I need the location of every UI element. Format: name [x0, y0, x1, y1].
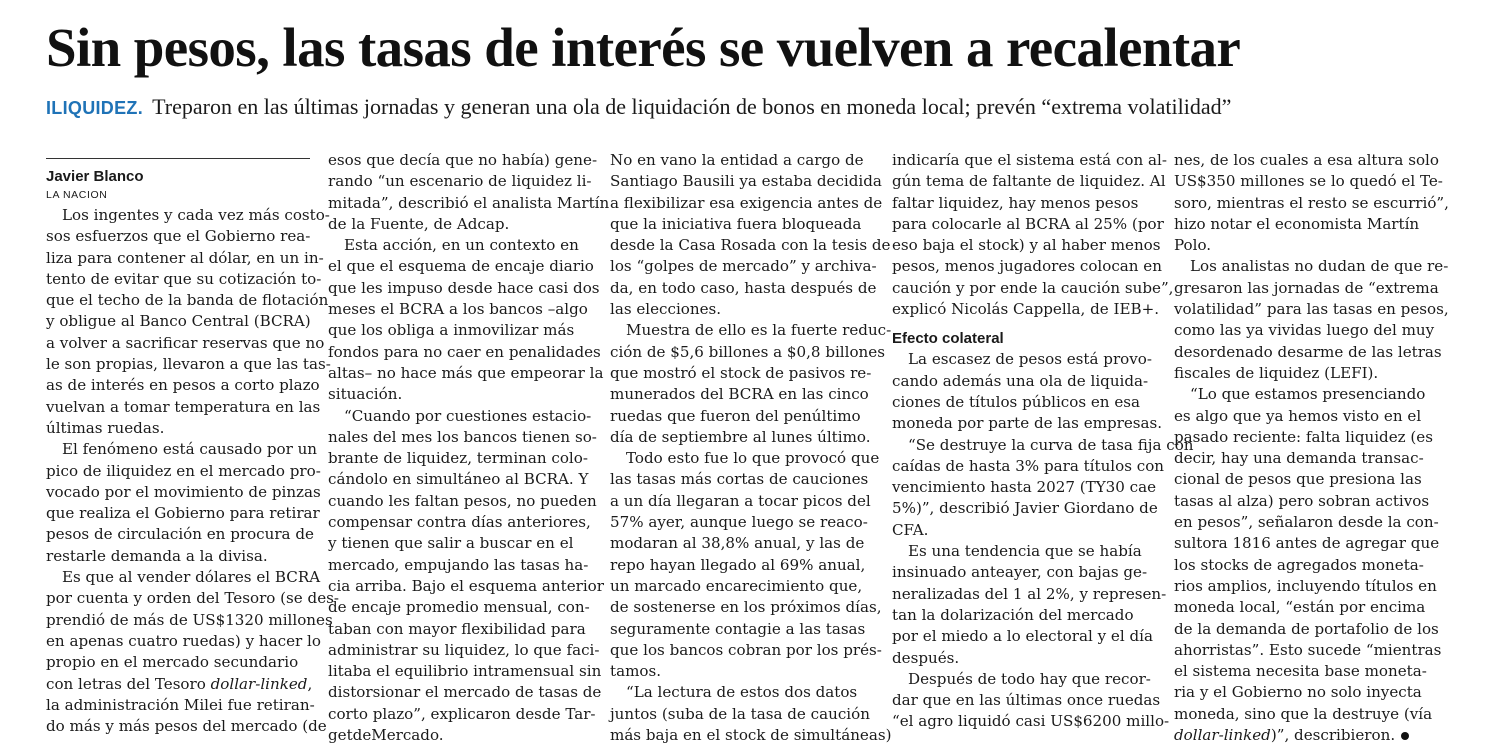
- text-line: indicaría que el sistema está con al-: [892, 151, 1167, 169]
- text-line: cuando les faltan pesos, no pueden: [328, 491, 597, 510]
- column-text: [46, 205, 339, 737]
- text-line: por cuenta y orden del Tesoro (se des-: [46, 589, 339, 608]
- text-line: as de interés en pesos a corto plazo: [46, 376, 320, 395]
- text-line: Es una tendencia que se había: [908, 542, 1142, 561]
- text-line: nales del mes los bancos tienen so-: [328, 427, 597, 446]
- text-line: gún tema de faltante de liquidez. Al: [892, 172, 1166, 191]
- text-line: tasas al alza) pero sobran activos: [1174, 491, 1430, 510]
- text-line: Santiago Bausili ya estaba decidida: [610, 172, 882, 191]
- text-line: Es que al vender dólares el BCRA: [62, 568, 321, 587]
- text-line: “La lectura de estos dos datos: [626, 683, 858, 702]
- text-line: pesos de circulación en procura de: [46, 525, 314, 544]
- subheading: Efecto colateral: [892, 330, 1004, 348]
- text-line: explicó Nicolás Cappella, de IEB+.: [892, 300, 1160, 319]
- text-line: de la Fuente, de Adcap.: [328, 214, 510, 233]
- text-line: ciones de títulos públicos en esa: [892, 392, 1141, 411]
- text-line: después.: [892, 648, 960, 667]
- text-line: volatilidad” para las tasas en pesos,: [1174, 300, 1449, 319]
- text-line: soro, mientras el resto se escurrió”,: [1174, 193, 1449, 212]
- text-line: que realiza el Gobierno para retirar: [46, 504, 320, 523]
- text-line: en pesos”, señalaron desde la con-: [1174, 513, 1439, 532]
- text-line: La escasez de pesos está provo-: [908, 350, 1152, 369]
- article-column-3: [610, 150, 892, 746]
- text-line: mitada”, describió el analista Martín: [328, 193, 610, 212]
- text-line: faltar liquidez, hay menos pesos: [892, 193, 1139, 212]
- text-line: tamos.: [610, 662, 662, 681]
- text-line: Muestra de ello es la fuerte reduc-: [626, 321, 892, 340]
- article-column-1: [46, 150, 339, 737]
- text-line: propio en el mercado secundario: [46, 653, 299, 672]
- column-text: [892, 150, 1174, 320]
- text-line: El fenómeno está causado por un: [62, 440, 318, 459]
- text-line: desordenado desarme de las letras: [1174, 342, 1442, 361]
- text-line: litaba el equilibrio intramensual sin: [328, 662, 602, 681]
- text-line: ahorristas”. Esto sucede “mientras: [1174, 640, 1442, 659]
- text-line: administrar su liquidez, lo que faci-: [328, 640, 600, 659]
- text-line: día de septiembre al lunes último.: [610, 427, 871, 446]
- text-line: dar que en las últimas once ruedas: [892, 691, 1161, 710]
- text-line: es algo que ya hemos visto en el: [1174, 406, 1422, 425]
- column-text: [1174, 150, 1449, 746]
- text-line: los stocks de agregados moneta-: [1174, 555, 1424, 574]
- text-line: corto plazo”, explicaron desde Tar-: [328, 704, 596, 723]
- article-column-5: [1174, 150, 1449, 746]
- text-line: que la iniciativa fuera bloqueada: [610, 214, 862, 233]
- text-line: Esta acción, en un contexto en: [344, 236, 579, 255]
- text-line: modaran al 38,8% anual, y las de: [610, 534, 865, 553]
- text-line: últimas ruedas.: [46, 418, 165, 437]
- text-line: sultora 1816 antes de agregar que: [1174, 534, 1440, 553]
- text-line: liza para contener al dólar, en un in-: [46, 248, 324, 267]
- text-line: eso baja el stock) y al haber menos: [892, 236, 1161, 255]
- deck-kicker: ILIQUIDEZ.: [46, 98, 143, 118]
- text-line: esos que decía que no había) gene-: [328, 151, 598, 169]
- text-line: rios amplios, incluyendo títulos en: [1174, 576, 1437, 595]
- text-line: “Cuando por cuestiones estacio-: [344, 406, 592, 425]
- text-line: fiscales de liquidez (LEFI).: [1174, 363, 1379, 382]
- text-line: repo hayan llegado al 69% anual,: [610, 555, 866, 574]
- text-line: a flexibilizar esa exigencia antes de: [610, 193, 883, 212]
- text-line: 5%)”, describió Javier Giordano de: [892, 499, 1158, 518]
- byline-outlet: LA NACION: [46, 189, 108, 201]
- text-line: “Lo que estamos presenciando: [1190, 385, 1426, 404]
- text-line: que los obliga a inmovilizar más: [328, 321, 575, 340]
- text-line: nes, de los cuales a esa altura solo: [1174, 151, 1439, 169]
- text-line: a volver a sacrificar reservas que no: [46, 333, 325, 352]
- text-line: tento de evitar que su cotización to-: [46, 269, 322, 288]
- byline-author: Javier Blanco: [46, 168, 144, 185]
- text-line: CFA.: [892, 520, 929, 539]
- text-line: neralizadas del 1 al 2%, y represen-: [892, 584, 1167, 603]
- text-line: US$350 millones se lo quedó el Te-: [1174, 172, 1443, 191]
- text-line: brante de liquidez, terminan colo-: [328, 449, 588, 468]
- text-line: da, en todo caso, hasta después de: [610, 278, 877, 297]
- text-line: que les impuso desde hace casi dos: [328, 278, 600, 297]
- text-line: el sistema necesita base moneta-: [1174, 662, 1427, 681]
- text-line: Los analistas no dudan de que re-: [1190, 257, 1449, 276]
- text-line: las elecciones.: [610, 300, 722, 319]
- text-line: 57% ayer, aunque luego se reaco-: [610, 513, 868, 532]
- text-line: rando “un escenario de liquidez li-: [328, 172, 592, 191]
- text-line: mercado, empujando las tasas ha-: [328, 555, 589, 574]
- text-line: dollar-linked)”, describieron.: [1174, 725, 1438, 746]
- text-line: taban con mayor flexibilidad para: [328, 619, 586, 638]
- text-line: vocado por el movimiento de pinzas: [46, 482, 321, 501]
- text-line: vuelvan a tomar temperatura en las: [46, 397, 321, 416]
- text-line: de la demanda de portafolio de los: [1174, 619, 1439, 638]
- text-line: No en vano la entidad a cargo de: [610, 151, 864, 169]
- text-line: vencimiento hasta 2027 (TY30 cae: [892, 478, 1157, 497]
- text-line: munerados del BCRA en las cinco: [610, 385, 869, 404]
- text-line: más baja en el stock de simultáneas): [610, 726, 892, 745]
- text-line: Los ingentes y cada vez más costo-: [62, 206, 330, 224]
- text-line: para colocarle al BCRA al 25% (por: [892, 214, 1164, 233]
- text-line: cia arriba. Bajo el esquema anterior: [328, 576, 604, 595]
- text-line: pesos, menos jugadores colocan en: [892, 257, 1162, 276]
- text-line: distorsionar el mercado de tasas de: [328, 683, 602, 702]
- text-line: altas– no hace más que empeorar la: [328, 363, 604, 382]
- text-line: el que el esquema de encaje diario: [328, 257, 594, 276]
- text-line: como las ya vividas luego del muy: [1174, 321, 1435, 340]
- text-line: restarle demanda a la divisa.: [46, 546, 268, 565]
- text-line: que mostró el stock de pasivos re-: [610, 363, 872, 382]
- text-line: getdeMercado.: [328, 726, 444, 745]
- text-line: moneda, sino que la destruye (vía: [1174, 704, 1433, 723]
- text-line: moneda local, “están por encima: [1174, 598, 1426, 617]
- text-line: situación.: [328, 385, 403, 404]
- text-line: a un día llegaran a tocar picos del: [610, 491, 871, 510]
- text-line: de sostenerse en los próximos días,: [610, 598, 882, 617]
- text-line: hizo notar el economista Martín: [1174, 214, 1420, 233]
- text-line: “Se destruye la curva de tasa fija con: [908, 435, 1194, 454]
- text-line: las tasas más cortas de cauciones: [610, 470, 869, 489]
- text-line: ción de $5,6 billones a $0,8 billones: [610, 342, 885, 361]
- text-line: do más y más pesos del mercado (de: [46, 717, 327, 736]
- text-line: cional de pesos que presiona las: [1174, 470, 1422, 489]
- column-text: [892, 349, 1194, 732]
- text-line: pico de iliquidez en el mercado pro-: [46, 461, 321, 480]
- text-line: insinuado anteayer, con bajas ge-: [892, 563, 1148, 582]
- text-line: fondos para no caer en penalidades: [328, 342, 601, 361]
- deck-text: Treparon en las últimas jornadas y generan una ola de liquidación de bonos en moneda local; prevén “extrema volatilidad”: [152, 94, 1232, 119]
- text-line: compensar contra días anteriores,: [328, 513, 591, 532]
- article-column-2: [328, 150, 610, 746]
- text-line: decir, hay una demanda transac-: [1174, 449, 1424, 468]
- text-line: Después de todo hay que recor-: [908, 669, 1151, 688]
- text-line: prendió de más de US$1320 millones: [46, 610, 333, 629]
- text-line: juntos (suba de la tasa de caución: [610, 704, 870, 723]
- text-line: la administración Milei fue retiran-: [46, 695, 315, 714]
- column-text: [610, 150, 892, 746]
- text-line: y tienen que salir a buscar en el: [328, 534, 574, 553]
- text-line: tan la dolarización del mercado: [892, 605, 1134, 624]
- text-line: cando además una ola de liquida-: [892, 371, 1149, 390]
- text-line: que el techo de la banda de flotación: [46, 291, 329, 310]
- text-line: ruedas que fueron del penúltimo: [610, 406, 861, 425]
- text-line: sos esfuerzos que el Gobierno rea-: [46, 227, 311, 246]
- text-line: y obligue al Banco Central (BCRA): [46, 312, 311, 331]
- text-line: le son propias, llevaron a que las tas-: [46, 355, 331, 374]
- text-line: en apenas cuatro ruedas) y hacer lo: [46, 631, 321, 650]
- text-line: pasado reciente: falta liquidez (es: [1174, 427, 1433, 446]
- text-line: caídas de hasta 3% para títulos con: [892, 456, 1165, 475]
- text-line: un marcado encarecimiento que,: [610, 576, 863, 595]
- headline: Sin pesos, las tasas de interés se vuelven a recalentar: [46, 17, 1241, 78]
- text-line: por el miedo a lo electoral y el día: [892, 627, 1153, 646]
- text-line: de encaje promedio mensual, con-: [328, 598, 590, 617]
- text-line: “el agro liquidó casi US$6200 millo-: [892, 712, 1170, 731]
- end-of-article-icon: [1401, 732, 1409, 740]
- text-line: moneda por parte de las empresas.: [892, 414, 1163, 433]
- text-line: cándolo en simultáneo al BCRA. Y: [328, 470, 589, 489]
- text-line: que los bancos cobran por los prés-: [610, 640, 882, 659]
- text-line: gresaron las jornadas de “extrema: [1174, 278, 1439, 297]
- text-line: Polo.: [1174, 236, 1212, 255]
- deck: [46, 94, 1231, 121]
- text-line: desde la Casa Rosada con la tesis de: [610, 236, 891, 255]
- column-text: [328, 150, 610, 746]
- text-line: seguramente contagie a las tasas: [610, 619, 866, 638]
- text-line: ria y el Gobierno no solo inyecta: [1174, 683, 1422, 702]
- text-line: caución y por ende la caución sube”,: [892, 278, 1174, 297]
- text-line: los “golpes de mercado” y archiva-: [610, 257, 877, 276]
- text-line: meses el BCRA a los bancos –algo: [328, 300, 588, 319]
- text-line: con letras del Tesoro dollar-linked,: [46, 674, 313, 693]
- text-line: Todo esto fue lo que provocó que: [626, 449, 880, 468]
